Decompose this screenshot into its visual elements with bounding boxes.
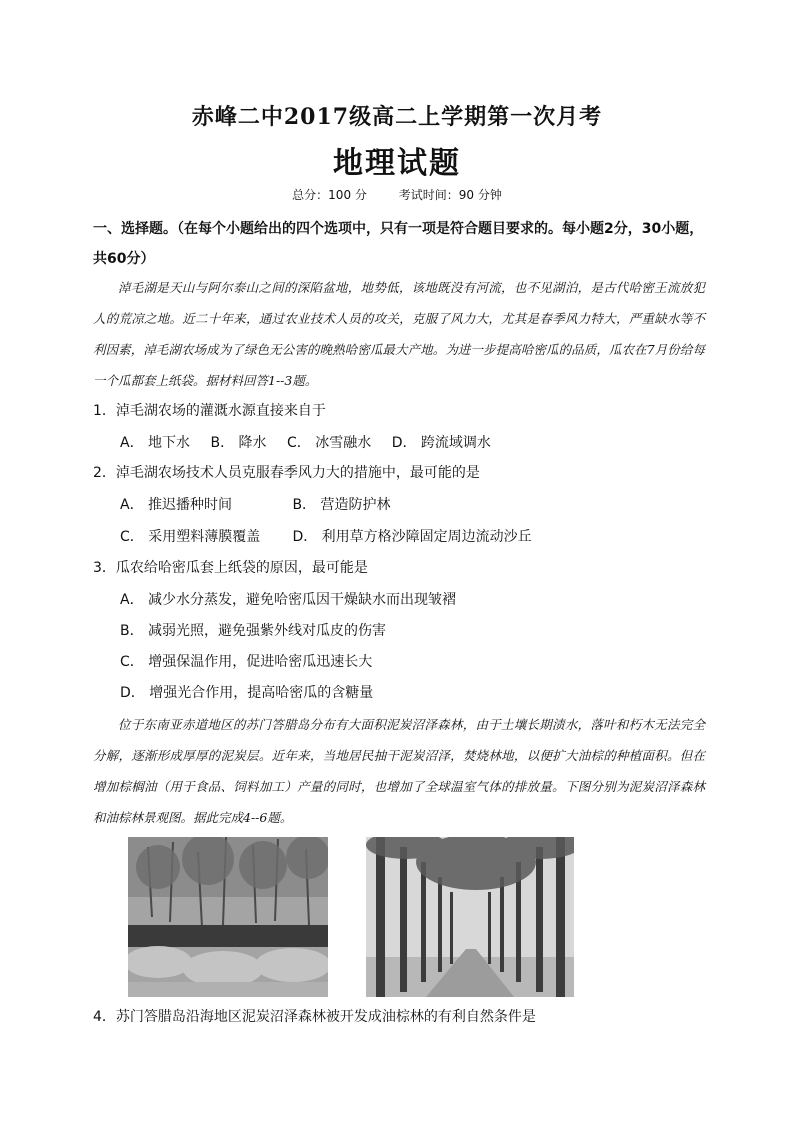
oil-palm-forest-image xyxy=(366,837,574,997)
question-1-option-a: A． 地下水 xyxy=(120,435,191,451)
question-2-option-b: B． 营造防护林 xyxy=(292,497,391,513)
question-2-option-c: C． 采用塑料薄膜覆盖 xyxy=(120,529,261,545)
question-1-stem: 1．淖毛湖农场的灌溉水源直接来自于 xyxy=(93,403,326,419)
question-2-options-row1 xyxy=(120,494,391,516)
peat-swamp-forest-photo xyxy=(128,837,328,997)
exam-time: 考试时间：90 分钟 xyxy=(398,188,502,202)
section-heading-line1: 一、选择题。（在每个小题给出的四个选项中，只有一项是符合题目要求的。每小题2分，30小题， xyxy=(93,221,704,237)
exam-meta xyxy=(0,186,794,203)
question-3-option-d: D． 增强光合作用，提高哈密瓜的含糖量 xyxy=(120,685,374,701)
oil-palm-forest-photo xyxy=(366,837,574,997)
subject-title: 地理试题 xyxy=(333,146,461,181)
question-4-stem: 4．苏门答腊岛沿海地区泥炭沼泽森林被开发成油棕林的有利自然条件是 xyxy=(93,1009,536,1025)
exam-title: 赤峰二中2017级高二上学期第一次月考 xyxy=(191,104,603,130)
question-1-option-b: B． 降水 xyxy=(210,435,267,451)
question-3-option-c: C． 增强保温作用，促进哈密瓜迅速长大 xyxy=(120,654,373,670)
question-2-options-row2 xyxy=(120,526,532,548)
question-2-option-d: D． 利用草方格沙障固定周边流动沙丘 xyxy=(292,529,532,545)
section-heading-line2: 共60分） xyxy=(93,251,155,267)
question-2-stem: 2．淖毛湖农场技术人员克服春季风力大的措施中，最可能的是 xyxy=(93,465,480,481)
peat-swamp-forest-image xyxy=(128,837,328,997)
total-score: 总分：100 分 xyxy=(292,188,367,202)
question-1-options xyxy=(120,432,507,454)
question-2-option-a: A． 推迟播种时间 xyxy=(120,497,233,513)
section-heading xyxy=(93,214,705,274)
question-3-option-a: A． 减少水分蒸发，避免哈密瓜因干燥缺水而出现皱褶 xyxy=(120,592,457,608)
question-3-option-b: B． 减弱光照，避免强紫外线对瓜皮的伤害 xyxy=(120,623,387,639)
question-1-option-d: D． 跨流域调水 xyxy=(391,435,491,451)
passage-2: 位于东南亚赤道地区的苏门答腊岛分布有大面积泥炭沼泽森林，由于土壤长期渍水，落叶和朽木无法完全分解，逐渐形成厚厚的泥炭层。近年来，当地居民抽干泥炭沼泽，焚烧林地，以便扩大油棕的种植面积。但在增加棕榈油（用于食品、饲料加工）产量的同时，也增加了全球温室气体的排放量。下图分别为泥炭沼泽森林和油棕林景观图。据此完成4--6题。 xyxy=(93,717,705,825)
question-3-stem: 3．瓜农给哈密瓜套上纸袋的原因，最可能是 xyxy=(93,560,368,576)
question-1-option-c: C． 冰雪融水 xyxy=(287,435,372,451)
passage-1: 淖毛湖是天山与阿尔泰山之间的深陷盆地，地势低，该地既没有河流，也不见湖泊，是古代哈密王流放犯人的荒凉之地。近二十年来，通过农业技术人员的攻关，克服了风力大，尤其是春季风力特大，严重缺水等不利因素，淖毛湖农场成为了绿色无公害的晚熟哈密瓜最大产地。为进一步提高哈密瓜的品质，瓜农在7月份给每一个瓜都套上纸袋。据材料回答1--3题。 xyxy=(93,280,705,388)
